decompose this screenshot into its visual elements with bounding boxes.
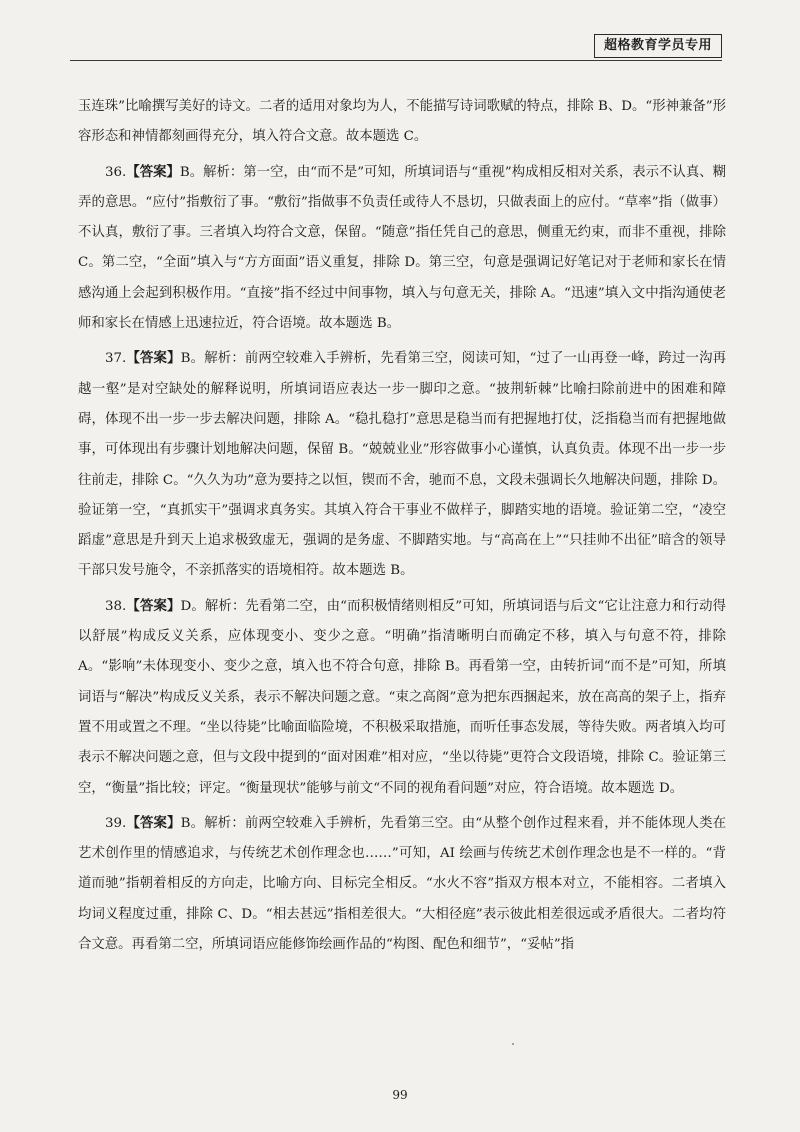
paragraph-continuation [78, 92, 726, 153]
question-number: 36. [105, 164, 127, 180]
paragraph-question-38 [78, 591, 726, 804]
paragraph-question-37 [78, 343, 726, 586]
page-number: 99 [392, 1088, 408, 1102]
answer-tag: 【答案】 [126, 814, 181, 831]
question-number: 38. [105, 598, 127, 614]
scan-speck [512, 1043, 514, 1045]
document-body [78, 92, 726, 964]
question-number: 37. [105, 351, 127, 367]
paragraph-text: D。解析：先看第二空，由“而积极情绪则相反”可知，所填词语与后文“它让注意力和行动得以舒展”构成反义关系，应体现变小、变少之意。“明确”指清晰明白而确定不移，填入与句意不符，排除 A。“影响”未体现变小、变少之意，填入也不符合句意，排除 B。再看第一空，由转折词“而不是”可知，所填词语与“解决”构成反义关系，表示不解决问题之意。“束之高阁”意为把东西捆起来，放在高高的架子上，指弃置不用或置之不理。“坐以待毙”比喻面临险境，不积极采取措施，而听任事态发展，等待失败。两者填入均可表示不解决问题之意，但与文段中提到的“面对困难”相对应，“坐以待毙”更符合文段语境，排除 C。验证第三空，“衡量”指比较；评定。“衡量现状”能够与前文“不同的视角看问题”对应，符合语境。故本题选 D。 [78, 598, 726, 796]
paragraph-text: B。解析：第一空，由“而不是”可知，所填词语与“重视”构成相反相对关系，表示不认真、糊弄的意思。“应付”指敷衍了事。“敷衍”指做事不负责任或待人不恳切，只做表面上的应付。“草率”指（做事）不认真，敷衍了事。三者填入均符合文意，保留。“随意”指任凭自己的意思，侧重无约束，而非不重视，排除 C。第二空，“全面”填入与“方方面面”语义重复，排除 D。第三空，句意是强调记好笔记对于老师和家长在情感沟通上会起到积极作用。“直接”指不经过中间事物，填入与句意无关，排除 A。“迅速”填入文中指沟通使老师和家长在情感上迅速拉近，符合语境。故本题选 B。 [78, 164, 726, 332]
paragraph-text: B。解析：前两空较难入手辨析，先看第三空，阅读可知，“过了一山再登一峰，跨过一沟再越一壑”是对空缺处的解释说明，所填词语应表达一步一脚印之意。“披荆斩棘”比喻扫除前进中的困难和障碍，体现不出一步一步去解决问题，排除 A。“稳扎稳打”意思是稳当而有把握地打仗，泛指稳当而有把握地做事，可体现出有步骤计划地解决问题，保留 B。“兢兢业业”形容做事小心谨慎，认真负责。体现不出一步一步往前走，排除 C。“久久为功”意为要持之以恒，锲而不舍，驰而不息，文段未强调长久地解决问题，排除 D。验证第一空，“真抓实干”强调求真务实。其填入符合干事业不做样子，脚踏实地的语境。验证第二空，“凌空蹈虚”意思是升到天上追求极致虚无，强调的是务虚、不脚踏实地。与“高高在上”“只挂帅不出征”暗含的领导干部只发号施令，不亲抓落实的语境相符。故本题选 B。 [78, 351, 727, 579]
answer-tag: 【答案】 [126, 163, 180, 180]
header-rule [70, 60, 722, 61]
answer-tag: 【答案】 [126, 597, 181, 614]
paragraph-text: 玉连珠”比喻撰写美好的诗文。二者的适用对象均为人，不能描写诗词歌赋的特点，排除 B、D。“形神兼备”形容形态和神情都刻画得充分，填入符合文意。故本题选 C。 [78, 99, 726, 145]
answer-tag: 【答案】 [126, 350, 181, 367]
question-number: 39. [105, 815, 127, 831]
paragraph-question-36 [78, 157, 726, 340]
paragraph-text: B。解析：前两空较难入手辨析，先看第三空。由“从整个创作过程来看，并不能体现人类在艺术创作里的情感追求，与传统艺术创作理念也……”可知，AI 绘画与传统艺术创作理念也是不一样的。“背道而驰”指朝着相反的方向走，比喻方向、目标完全相反。“水火不容”指双方根本对立，不能相容。二者填入均词义程度过重，排除 C、D。“相去甚远”指相差很大。“大相径庭”表示彼此相差很远或矛盾很大。二者均符合文意。再看第二空，所填词语应能修饰绘画作品的“构图、配色和细节”，“妥帖”指 [78, 815, 727, 953]
paragraph-question-39 [78, 808, 726, 960]
header-label: 超格教育学员专用 [594, 34, 722, 58]
